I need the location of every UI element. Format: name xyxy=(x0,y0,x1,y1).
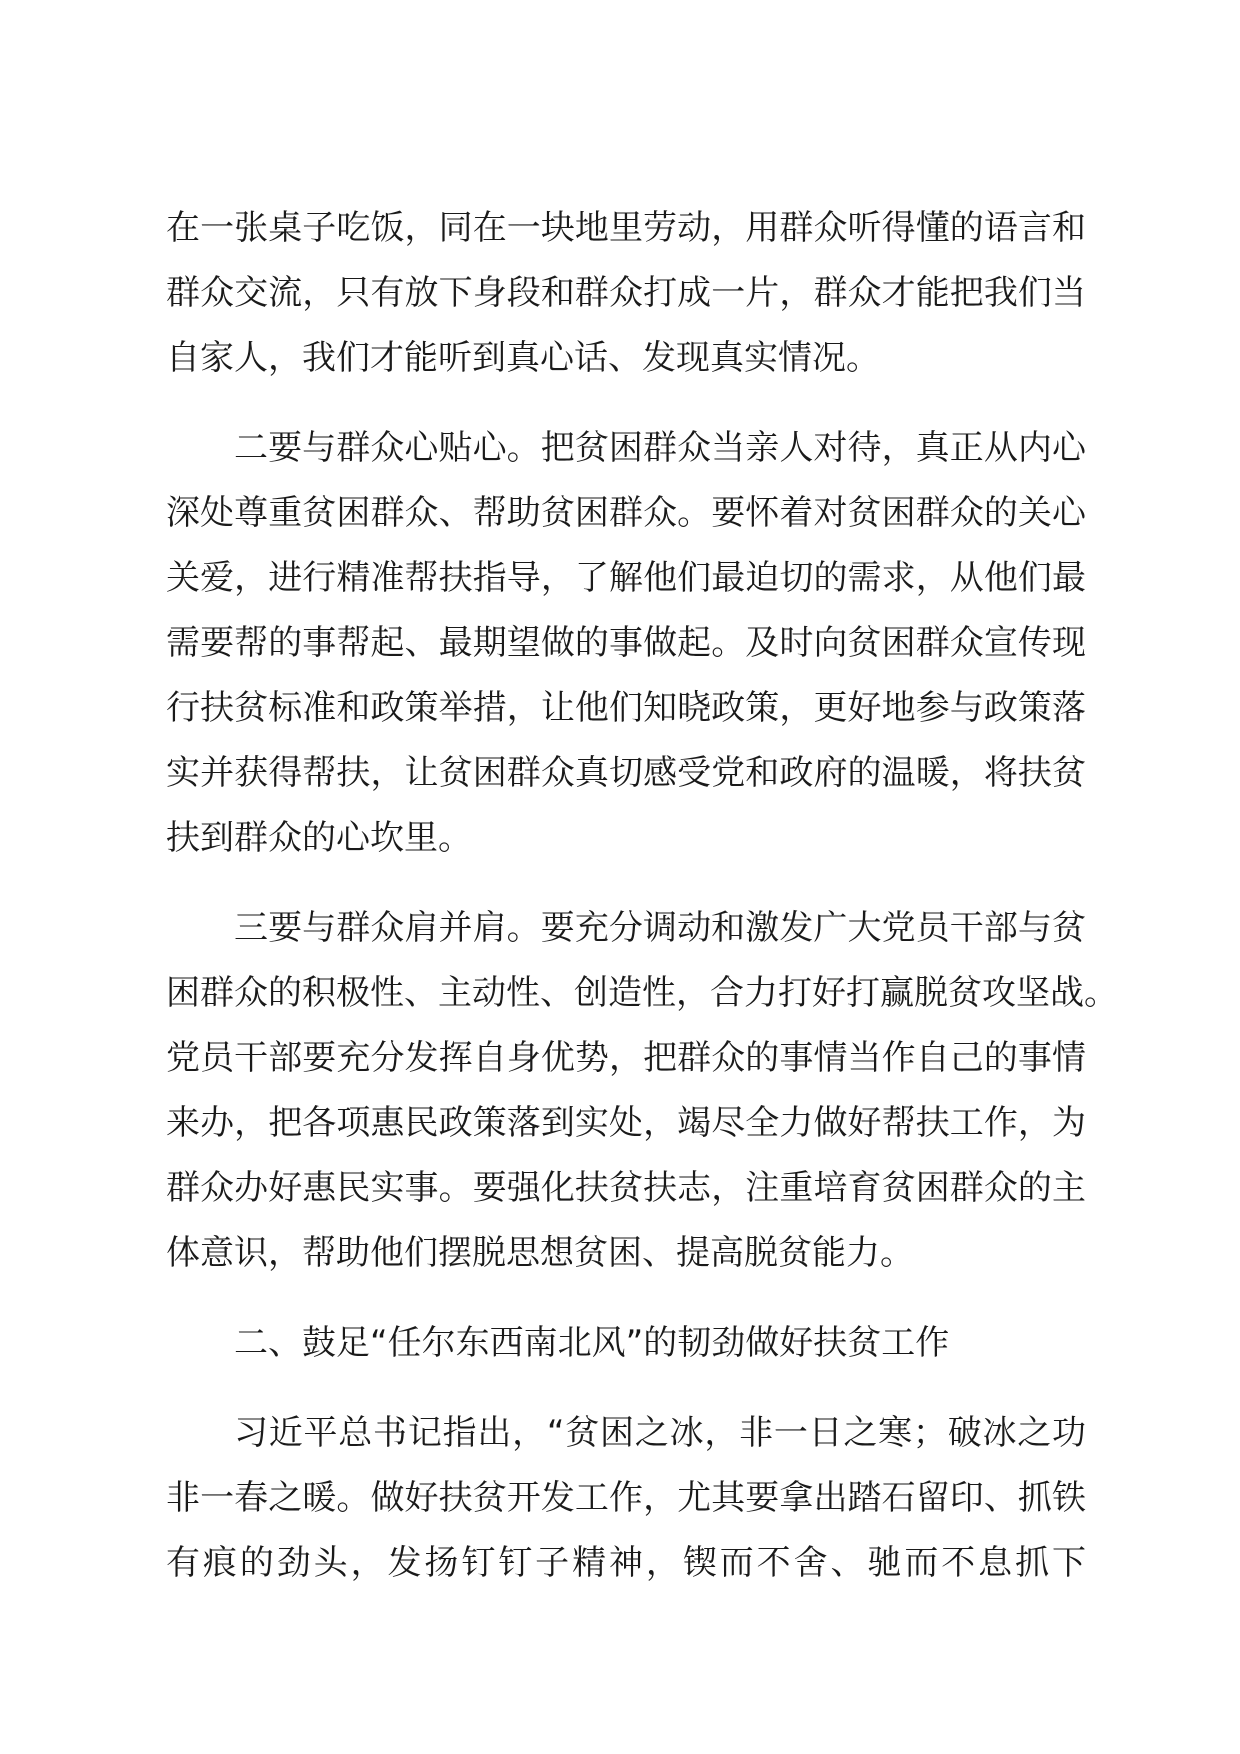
text-line: 需要帮的事帮起、最期望做的事做起。及时向贫困群众宣传现 xyxy=(166,623,1086,663)
paragraph-quote xyxy=(166,1401,1086,1596)
text-line: 自家人，我们才能听到真心话、发现真实情况。 xyxy=(166,338,880,378)
text-line: 困群众的积极性、主动性、创造性，合力打好打赢脱贫攻坚战。 xyxy=(166,973,1118,1013)
text-line: 群众交流，只有放下身段和群众打成一片，群众才能把我们当 xyxy=(166,273,1086,313)
heading-line: 二、鼓足“任尔东西南北风”的韧劲做好扶贫工作 xyxy=(234,1323,950,1363)
text-line: 在一张桌子吃饭，同在一块地里劳动，用群众听得懂的语言和 xyxy=(166,208,1086,248)
text-line: 深处尊重贫困群众、帮助贫困群众。要怀着对贫困群众的关心 xyxy=(166,493,1086,533)
text-line: 非一春之暖。做好扶贫开发工作，尤其要拿出踏石留印、抓铁 xyxy=(166,1478,1086,1518)
text-line: 关爱，进行精准帮扶指导，了解他们最迫切的需求，从他们最 xyxy=(166,558,1086,598)
text-line: 扶到群众的心坎里。 xyxy=(166,818,472,858)
text-line: 习近平总书记指出，“贫困之冰，非一日之寒；破冰之功 xyxy=(234,1413,1086,1453)
text-line: 群众办好惠民实事。要强化扶贫扶志，注重培育贫困群众的主 xyxy=(166,1168,1086,1208)
section-heading xyxy=(166,1311,1086,1376)
text-line: 有痕的劲头，发扬钉钉子精神，锲而不舍、驰而不息抓下 xyxy=(166,1543,1086,1583)
text-line: 实并获得帮扶，让贫困群众真切感受党和政府的温暖，将扶贫 xyxy=(166,753,1086,793)
paragraph-continuation xyxy=(166,196,1086,391)
paragraph-heart-to-heart xyxy=(166,416,1086,871)
document-body xyxy=(166,196,1118,1596)
paragraph-shoulder-to-shoulder xyxy=(166,896,1118,1286)
text-line: 来办，把各项惠民政策落到实处，竭尽全力做好帮扶工作，为 xyxy=(166,1103,1086,1143)
text-line: 体意识，帮助他们摆脱思想贫困、提高脱贫能力。 xyxy=(166,1233,914,1273)
text-line: 二要与群众心贴心。把贫困群众当亲人对待，真正从内心 xyxy=(234,428,1086,468)
text-line: 行扶贫标准和政策举措，让他们知晓政策，更好地参与政策落 xyxy=(166,688,1086,728)
text-line: 三要与群众肩并肩。要充分调动和激发广大党员干部与贫 xyxy=(234,908,1086,948)
text-line: 党员干部要充分发挥自身优势，把群众的事情当作自己的事情 xyxy=(166,1038,1086,1078)
